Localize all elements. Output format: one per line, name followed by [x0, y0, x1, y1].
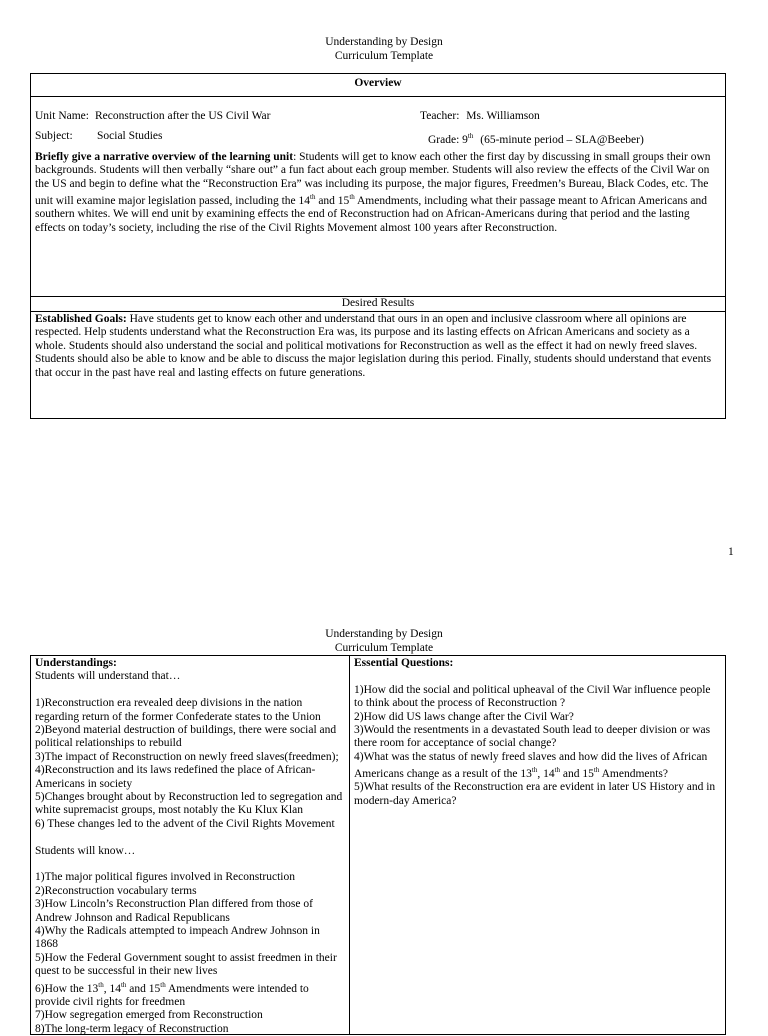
essential-questions-column: Essential Questions: 1)How did the social and political upheaval of the Civil War influence people to think about the process of Reconstruction ? 2)How did US laws change after the Civil War? 3)Would the resentments in a devastated South lead to deeper division or was there room for acceptance of social change? 4)What was the status of newly freed slaves and how did the lives of African Americans change as a result of the 13th, 14th and 15th Amendments? 5)What results of the Reconstruction era are evident in later US History and in modern-day America?: [350, 656, 725, 1034]
eq4-b: , 14: [537, 768, 555, 781]
page2-header: [0, 628, 768, 655]
page-number: 1: [728, 546, 734, 558]
eq4-a: 4)What was the status of newly freed slaves and how did the lives of African Americans change as a result of the 13: [354, 750, 708, 781]
know-item6-sup3: th: [160, 980, 166, 989]
understandings-table: [30, 655, 726, 1035]
subject-row: [35, 130, 163, 143]
subject-value: Social Studies: [97, 130, 163, 142]
know-item6-c: and 15: [126, 982, 161, 995]
narrative-sup1: th: [310, 193, 316, 202]
list-item: 3)The impact of Reconstruction on newly freed slaves(freedmen);: [35, 750, 339, 763]
understandings-column: Understandings: Students will understand that… 1)Reconstruction era revealed deep divisions in the nation regarding return of the former Confederate states to the Union 2)Beyond material destruction of buildings, there were social and political relationships to rebuild 3)The impact of Reconstruction on newly freed slaves(freedmen); 4)Reconstruction and its laws redefined the place of African-Americans in society 5)Changes brought about by Reconstruction led to segregation and white supremacist groups, most notably the Ku Klux Klan 6) These changes led to the advent of the Civil Rights Movement Students will know… 1)The major political figures involved in Reconstruction 2)Reconstruction vocabulary terms 3)How Lincoln’s Reconstruction Plan differed from those of Andrew Johnson and Radical Republicans 4)Why the Radicals attempted to impeach Andrew Johnson in 1868 5)How the Federal Government sought to assist freedmen in their quest to be successful in their new lives 6)How the 13th, 14th and 15th Amendments were intended to provide civil rights for freedmen 7)How segregation emerged from Reconstruction 8)The long-term legacy of Reconstruction: [31, 656, 350, 1034]
list-item: 5)How the Federal Government sought to assist freedmen in their quest to be successful in their new lives: [35, 951, 337, 978]
essential-title: Essential Questions: [354, 657, 450, 669]
overview-title: Overview: [31, 74, 725, 97]
list-item: 1)Reconstruction era revealed deep divisions in the nation regarding return of the former Confederate states to the Union: [35, 697, 321, 723]
list-item: 2)How did US laws change after the Civil War?: [354, 710, 574, 723]
list-item: 2)Reconstruction vocabulary terms: [35, 884, 197, 897]
list-item: 1)How did the social and political upheaval of the Civil War influence people to think about the process of Reconstruction ?: [354, 683, 711, 710]
narrative-label: Briefly give a narrative overview of the learning unit: [35, 151, 294, 163]
list-item: 3)How Lincoln’s Reconstruction Plan differed from those of Andrew Johnson and Radical Republicans: [35, 898, 313, 924]
narrative-overview: [35, 151, 721, 235]
list-item: 2)Beyond material destruction of buildings, there were social and political relationships to rebuild: [35, 724, 337, 750]
narrative-text-a: : Students will get to know each other the first day by discussing in small groups their own backgrounds. Students will then verbally “share out” a fun fact about each group member. Students will also review the effects of the Civil War on the US and begin to define what the “Reconstruction Era” was including its purpose, the major figures, Freedmen’s Bureau, Black Codes, etc. The unit will examine major legislation passed, including the 14: [35, 151, 711, 208]
header-title: Understanding by Design: [325, 36, 443, 48]
know-item6-a: 6)How the 13: [35, 982, 99, 995]
overview-table: [30, 73, 726, 419]
teacher-value: Ms. Williamson: [466, 110, 540, 122]
narrative-text-b: and 15: [315, 195, 350, 208]
list-item: [354, 751, 721, 782]
teacher-label: Teacher:: [420, 110, 460, 122]
know-item6-sup1: th: [98, 980, 104, 989]
grade-value: (65-minute period – SLA@Beeber): [480, 133, 644, 146]
grade-field: [428, 130, 644, 147]
teacher-field: [420, 110, 540, 123]
eq4-d: Amendments?: [599, 768, 669, 781]
list-item: 7)How segregation emerged from Reconstruction: [35, 1009, 263, 1022]
list-item: 5)What results of the Reconstruction era are evident in later US History and in modern-day America?: [354, 781, 716, 807]
know-item6-b: , 14: [103, 982, 121, 995]
subject-label: Subject:: [35, 130, 73, 142]
list-item: 3)Would the resentments in a devastated South lead to deeper division or was there room for acceptance of social change?: [354, 724, 711, 750]
page1-header: [0, 36, 768, 63]
understand-intro: Students will understand that…: [35, 670, 181, 683]
unit-name-label: Unit Name:: [35, 110, 89, 122]
list-item: 4)Why the Radicals attempted to impeach Andrew Johnson in 1868: [35, 925, 320, 951]
eq4-c: and 15: [560, 768, 594, 781]
eq4-sup1: th: [531, 766, 538, 775]
header-subtitle: Curriculum Template: [334, 49, 434, 62]
list-item: 6) These changes led to the advent of the Civil Rights Movement: [35, 817, 335, 830]
know-item6-d: Amendments were intended to provide civil rights for freedmen: [35, 982, 309, 1008]
established-goals: [35, 313, 721, 380]
eq4-sup2: th: [554, 766, 561, 775]
narrative-sup2: th: [349, 193, 355, 202]
know-intro: Students will know…: [35, 844, 136, 857]
list-item: 8)The long-term legacy of Reconstruction: [35, 1022, 229, 1035]
narrative-text-c: Amendments, including what their passage meant to African Americans and southern whites. We will end unit by examining effects the end of Reconstruction had on African-Americans during that period and the lasting effects on today’s society, including the rise of the Civil Rights Movement almost 100 years after Reconstruction.: [35, 195, 708, 234]
list-item: 1)The major political figures involved in Reconstruction: [35, 871, 295, 884]
unit-name-row: [35, 110, 271, 123]
header-title: Understanding by Design: [325, 628, 443, 640]
header-subtitle: Curriculum Template: [334, 641, 434, 654]
know-item6-sup2: th: [120, 980, 127, 989]
understandings-title: Understandings: [35, 657, 113, 669]
grade-sup: th: [467, 132, 474, 140]
unit-name-value: Reconstruction after the US Civil War: [95, 110, 271, 122]
grade-label: Grade: 9: [428, 133, 468, 146]
list-item: [35, 979, 345, 1010]
eq4-sup3: th: [593, 766, 600, 775]
goals-text: Have students get to know each other and understand that ours in an open and inclusive classroom where all opinions are respected. Help students understand what the Reconstruction Era was, its purpose and its lasting effects on African Americans and society as a whole. Students should also understand the social and political motivations for Reconstruction as well as the effect it had on newly freed slaves. Students should also be able to know and be able to discuss the major legislation during this period. Finally, students should understand that events that occur in the past have real and lasting effects on future generations.: [35, 313, 712, 379]
list-item: 5)Changes brought about by Reconstruction led to segregation and white supremacist groups, most notably the Ku Klux Klan: [35, 791, 343, 817]
list-item: 4)Reconstruction and its laws redefined the place of African-Americans in society: [35, 764, 316, 790]
goals-label: Established Goals:: [35, 313, 127, 325]
desired-results-title: Desired Results: [31, 296, 725, 312]
